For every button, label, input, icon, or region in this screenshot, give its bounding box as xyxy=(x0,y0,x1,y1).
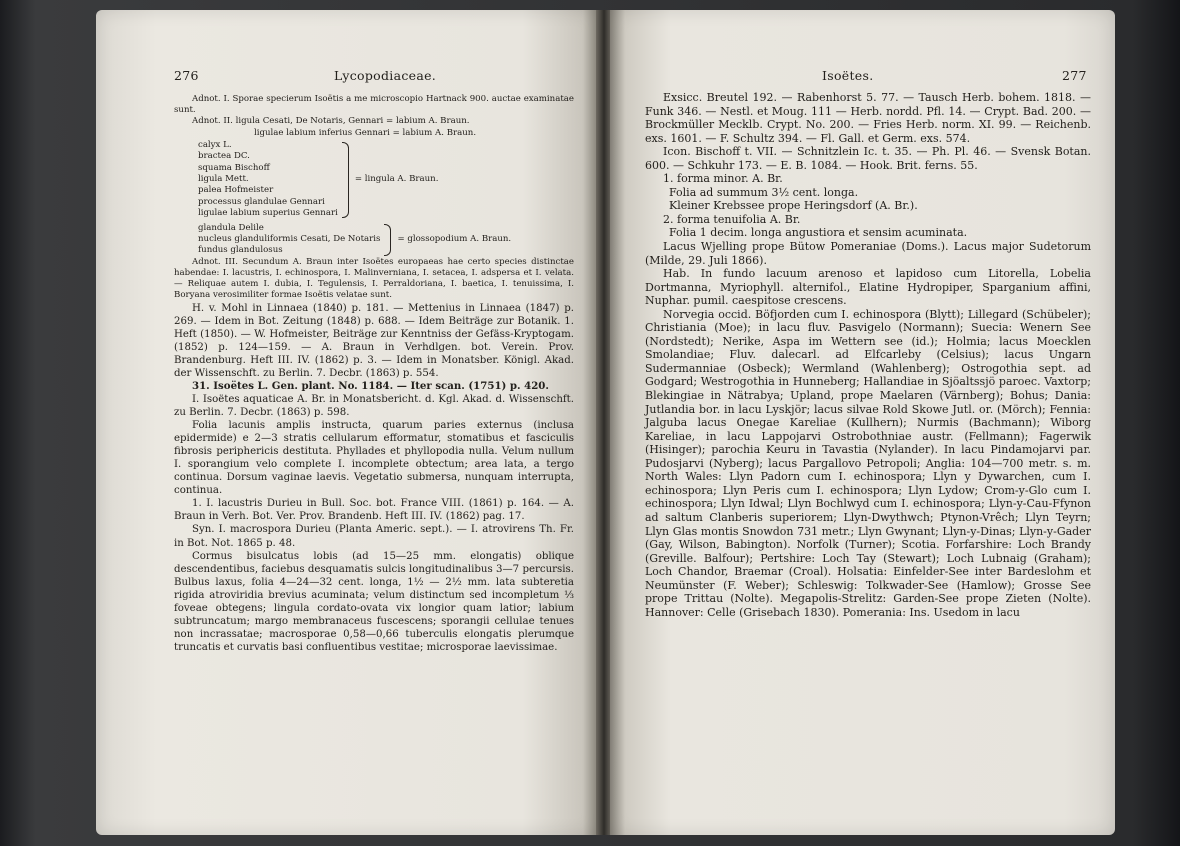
section-description: Folia lacunis amplis instructa, quarum paries externus (inclusa epidermide) e 2—3 stratis cellularum efformatur, stomatibus et fasciculis fibrosis periphericis destituta. Phyllades et phyllopodia nulla. Velum nullum I. sporangium velo complete I. incomplete obtectum; area lata, a tergo continua. Dorsum vaginae laevis. Vegetatio submersa, nunquam interrupta, continua. xyxy=(174,420,574,497)
curly-brace xyxy=(384,224,391,256)
distribution: Norvegia occid. Böfjorden cum I. echinospora (Blytt); Lillegard (Schübeler); Christiania (Moe); in lacu fluv. Pasvigelo (Normann); Suecia: Wenern See (Nordstedt); Nerike, Aspa im Wettern see (id.); Holmia; lacus Moecklen Smolandiae; Fluv. dalecarl. ad Elfcarleby (Celsius); lacus Ungarn Sudermanniae (Osbeck); Wermland (Wahlenberg); Ostrogothia sept. ad Godgard; Westrogothia in Hunneberg; Hallandiae in Sjöaltssjö paroec. Vaxtorp; Blekingiae in Nätrabya; Upland, prope Maelaren (Värnberg); Bohus; Dania: Jutlandia bor. in lacu Lyskjör; lacus silvae Rold Skowe Jutl. or. (Mörch); Fennia: Jalguba lacus Onegae Kareliae (Kullhern); Nurmis (Bachmann); Wiborg Kareliae, in lacu Lappojarvi Ostrobothniae austr. (Fellmann); Fagerwik (Hisinger); parochia Keuru in Tavastia (Nylander). In lacu Pindamojarvi par. Pudosjarvi (Nyberg); lacus Pargallovo Petropoli; Anglia: 104—700 metr. s. m. North Wales: Llyn Padorn cum I. echinospora; Llyn y Dywarchen, cum I. echinospora; Llyn Peris cum I. echinospora; Llyn Lydow; Crom-y-Glo cum I. echinospora; Llyn Idwal; Llyn Bochlwyd cum I. echinospora; Llyn-y-Cau-Ffynon ad saltum Clanberis superiorem; Llyn-Dwythwch; Ptynon-Vrêch; Llyn Teyrn; Llyn Glas montis Snowdon 731 metr.; Llyn Gwynant; Llyn-y-Dinas; Llyn-y-Gader (Gay, Wilson, Babington). Norfolk (Turner); Scotia. Forfarshire: Loch Brandy (Greville. Balfour); Pertshire: Loch Tay (Stewart); Loch Lubnaig (Graham); Loch Chandor, Braemar (Croal). Holsatia: Einfelder-See inter Bardeslohm et Neumünster (F. Weber); Schleswig: Tolkwader-See (Hamlow); Grosse See prope Trittau (Nolte). Megapolis-Strelitz: Garden-See prope Zieten (Nolte). Hannover: Celle (Grisebach 1830). Pomerania: Ins. Usedom in lacu xyxy=(645,307,1091,619)
forma-minor-heading: 1. forma minor. A. Br. xyxy=(663,172,783,186)
right-body xyxy=(645,91,1091,619)
brace-target-glossopodium: = glossopodium A. Braun. xyxy=(397,234,512,245)
forma-minor-locality: Kleiner Krebssee prope Heringsdorf (A. Br.). xyxy=(669,199,918,213)
left-page xyxy=(96,10,598,835)
brace-group-glossopodium xyxy=(198,223,574,257)
brace-item: fundus glandulosus xyxy=(198,245,283,256)
brace-item: calyx L. xyxy=(198,139,232,150)
brace-item: nucleus glanduliformis Cesati, De Notaris xyxy=(198,234,381,245)
right-running-head: Isoëtes. xyxy=(822,68,874,83)
right-page-number: 277 xyxy=(1062,68,1087,83)
adnot-3: Adnot. III. Secundum A. Braun inter Isoëtes europaeas hae certo species distinctae habendae: I. lacustris, I. echinospora, I. Malinverniana, I. setacea, I. adspersa et I. velata. — Reliquae autem I. dubia, I. Tegulensis, I. Perraldoriana, I. baetica, I. tenuissima, I. Boryana verosimiliter formae Isoëtis velatae sunt. xyxy=(174,256,574,301)
literature-block: H. v. Mohl in Linnaea (1840) p. 181. — Mettenius in Linnaea (1847) p. 269. — Idem in Bot. Zeitung (1848) p. 688. — Idem Beiträge zur Botanik. 1. Heft (1850). — W. Hofmeister, Beiträge zur Kenntniss der Gefäss-Kryptogam. (1852) p. 124—159. — A. Braun in Verhdlgen. bot. Verein. Prov. Brandenburg. Heft III. IV. (1862) p. 3. — Idem in Monatsber. Königl. Akad. der Wissenschft. zu Berlin. 7. Decbr. (1863) p. 554. xyxy=(174,302,574,379)
brace-item: ligula Mett. xyxy=(198,174,249,185)
adnot-2b: ligulae labium inferius Gennari = labium A. Braun. xyxy=(254,127,477,138)
brace-target-lingula: = lingula A. Braun. xyxy=(354,174,439,185)
brace-item: squama Bischoff xyxy=(198,162,270,173)
forma-tenuifolia-desc: Folia 1 decim. longa angustiora et sensim acuminata. xyxy=(669,226,968,240)
brace-item: palea Hofmeister xyxy=(198,185,274,196)
left-running-head: Lycopodiaceae. xyxy=(334,68,437,83)
exsiccatae: Exsicc. Breutel 192. — Rabenhorst 5. 77. — Tausch Herb. bohem. 1818. — Funk 346. — Nestl. et Moug. 111 — Herb. nordd. Pfl. 14. — Crypt. Bad. 200. — Brockmüller Mecklb. Crypt. No. 200. — Fries Herb. norm. XI. 99. — Reichenb. exs. 1601. — F. Schultz 394. — Fl. Gall. et Germ. exs. 574. xyxy=(645,91,1091,145)
brace-item: processus glandulae Gennari xyxy=(198,196,325,207)
brace-list-lingula xyxy=(198,140,338,220)
brace-item: bractea DC. xyxy=(198,151,250,162)
curly-brace xyxy=(342,142,349,218)
right-page xyxy=(610,10,1115,835)
species-heading: 1. I. lacustris Durieu in Bull. Soc. bot. France VIII. (1861) p. 164. — A. Braun in Verh. Bot. Ver. Prov. Brandenb. Heft III. IV. (1862) pag. 17. xyxy=(174,498,574,523)
brace-item: glandula Delile xyxy=(198,222,264,233)
forma-tenuifolia-heading: 2. forma tenuifolia A. Br. xyxy=(663,212,801,226)
habitat: Hab. In fundo lacuum arenoso et lapidoso cum Litorella, Lobelia Dortmanna, Myriophyll. alternifol., Elatine Hydropiper, Sparganium affini, Nuphar. pumil. caespitose crescens. xyxy=(645,267,1091,308)
forma-minor-desc: Folia ad summum 3½ cent. longa. xyxy=(669,185,859,199)
brace-list-glossopodium xyxy=(198,223,380,257)
icones: Icon. Bischoff t. VII. — Schnitzlein Ic. t. 35. — Ph. Pl. 46. — Svensk Botan. 600. — Schkuhr 173. — E. B. 1084. — Hook. Brit. ferns. 55. xyxy=(645,145,1091,172)
adnot-1: Adnot. I. Sporae specierum Isoëtis a me microscopio Hartnack 900. auctae examinatae sunt. xyxy=(174,94,574,116)
synonymy: Syn. I. macrospora Durieu (Planta Americ. sept.). — I. atrovirens Th. Fr. in Bot. Not. 1865 p. 48. xyxy=(174,524,574,549)
section-heading: I. Isoëtes aquaticae A. Br. in Monatsbericht. d. Kgl. Akad. d. Wissenschft. zu Berlin. 7. Decbr. (1863) p. 598. xyxy=(174,394,574,419)
left-body xyxy=(174,94,574,654)
genus-heading: 31. Isoëtes L. Gen. plant. No. 1184. — Iter scan. (1751) p. 420. xyxy=(192,379,549,392)
brace-item: ligulae labium superius Gennari xyxy=(198,208,338,219)
species-description: Cormus bisulcatus lobis (ad 15—25 mm. elongatis) oblique descendentibus, faciebus desquamatis sulcis longitudinalibus 3—7 percursis. Bulbus laxus, folia 4—24—32 cent. longa, 1½ — 2½ mm. lata subteretia rigida atroviridia brevius acuminata; velum distinctum sed incompletum ⅓ foveae obtegens; lingula cordato-ovata vix longior quam latior; labium subtruncatum; margo membranaceus fuscescens; sporangii cellulae tenues non incrassatae; macrosporae 0,58—0,66 tuberculis elongatis plerumque truncatis et curvatis basi confluentibus vestitae; microsporae laevissimae. xyxy=(174,550,574,653)
forma-tenuifolia-locality: Lacus Wjelling prope Bütow Pomeraniae (Doms.). Lacus major Sudetorum (Milde, 29. Juli 1866). xyxy=(645,240,1091,267)
adnot-2a: Adnot. II. ligula Cesati, De Notaris, Gennari = labium A. Braun. xyxy=(192,116,470,127)
brace-group-lingula xyxy=(198,140,574,220)
left-page-number: 276 xyxy=(174,68,199,83)
